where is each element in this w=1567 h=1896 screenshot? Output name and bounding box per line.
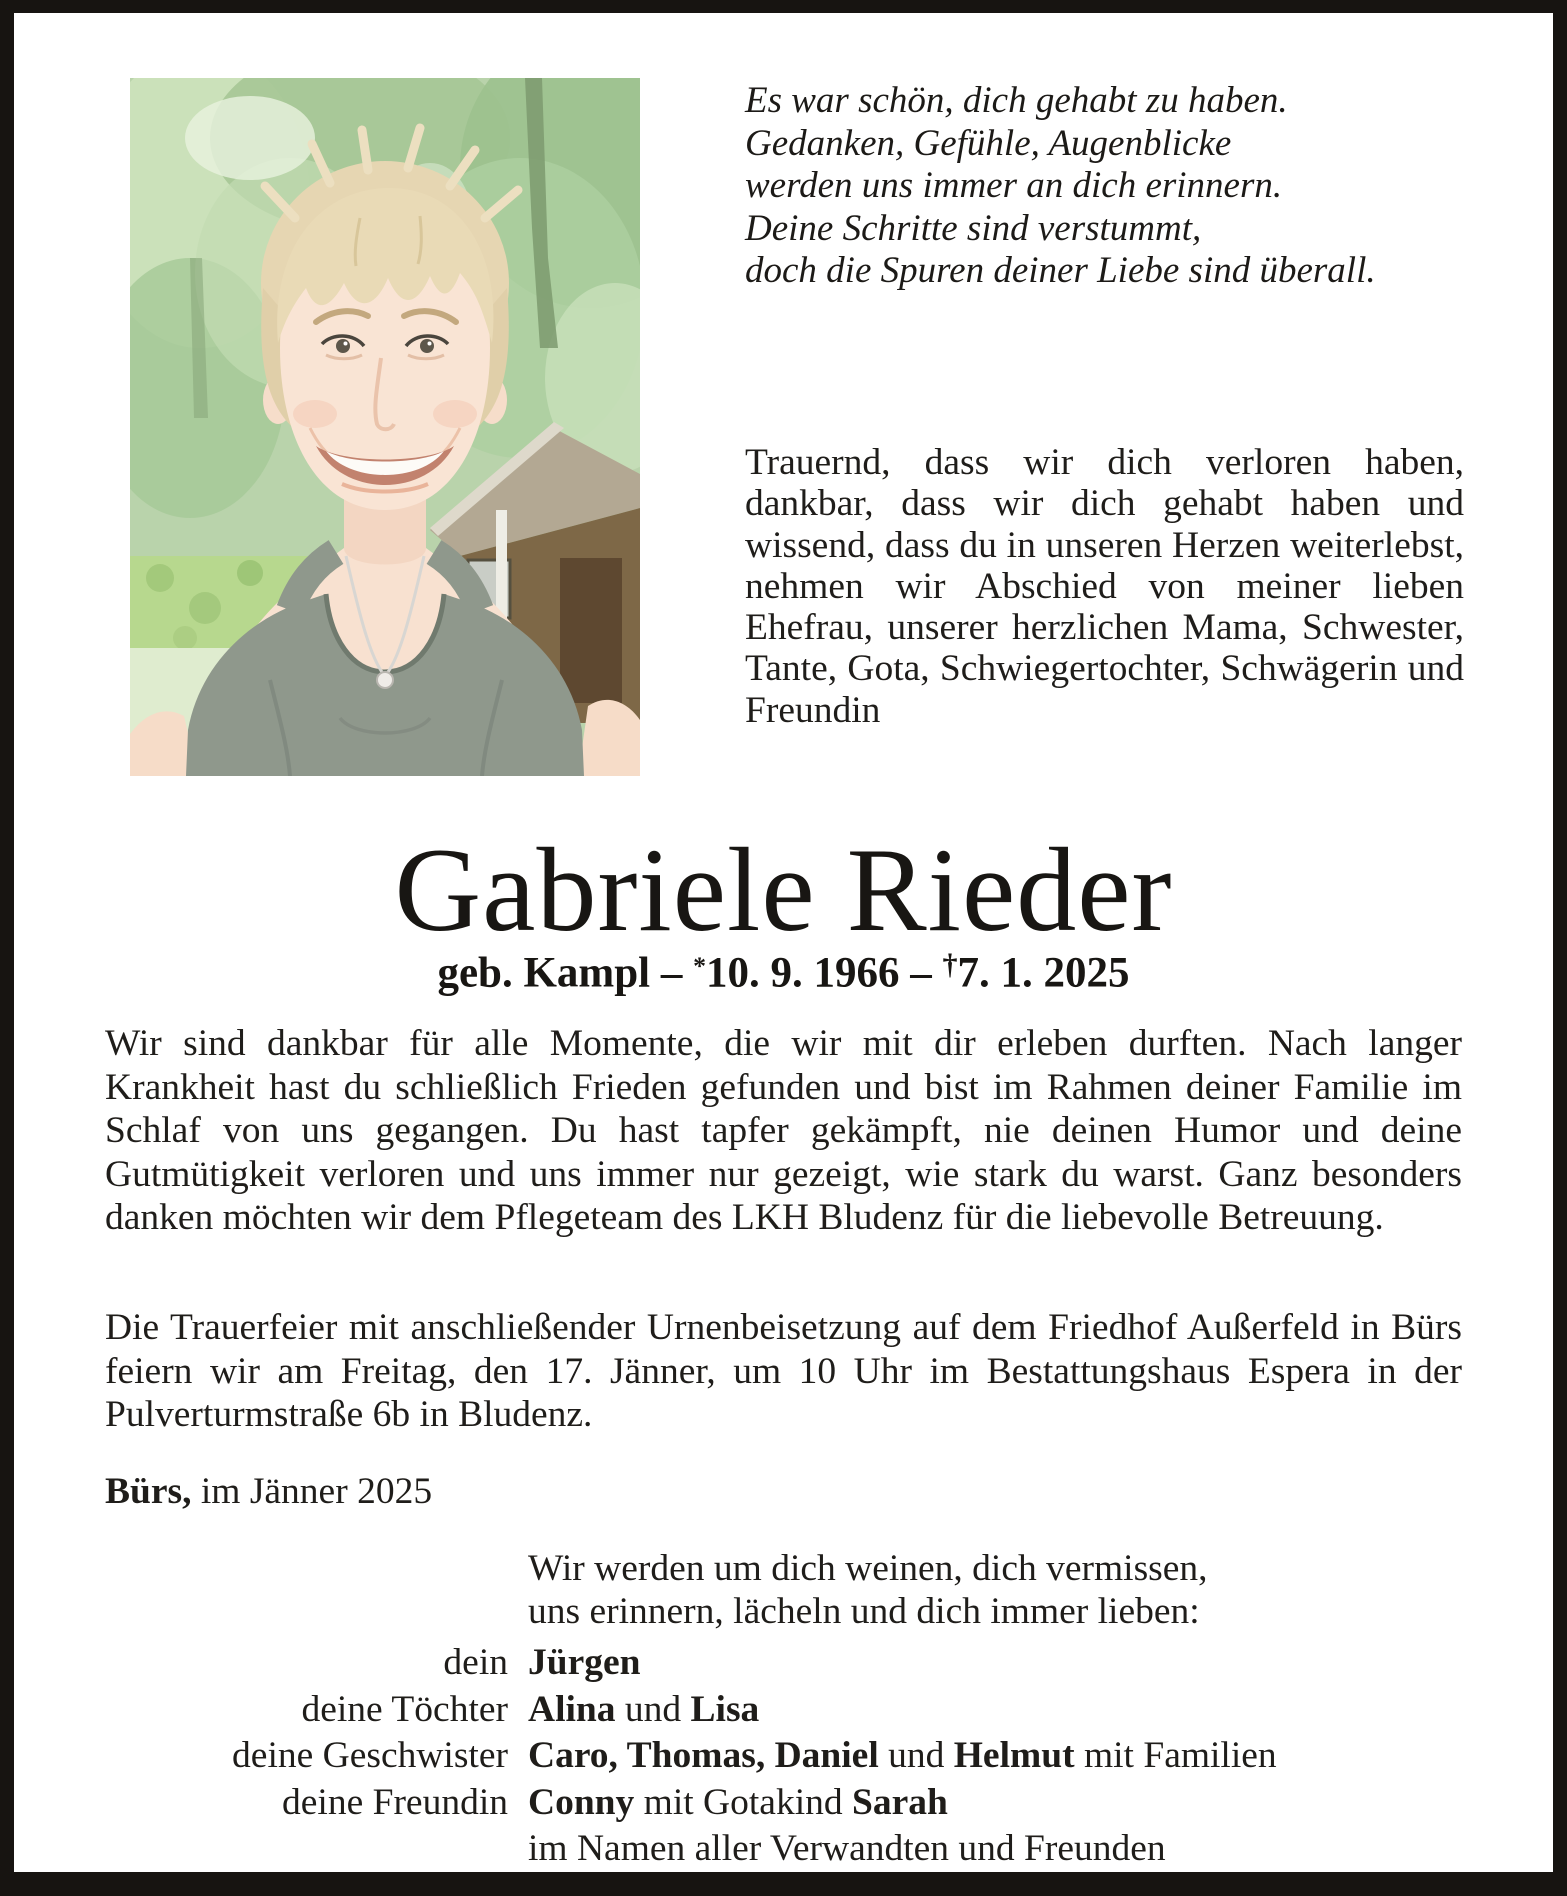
birth-death-line <box>105 948 1462 997</box>
signature-label: deine Töchter <box>301 1688 508 1730</box>
poem-line: Es war schön, dich gehabt zu haben. <box>745 80 1288 121</box>
birth-name: geb. Kampl – <box>437 949 694 997</box>
date-text: im Jänner 2025 <box>191 1471 433 1512</box>
memorial-poem <box>745 80 1435 293</box>
poem-line: Gedanken, Gefühle, Augenblicke <box>745 122 1232 164</box>
signature-row <box>105 1826 1465 1873</box>
cheek <box>433 400 477 428</box>
dateline <box>105 1470 1462 1513</box>
signature-names: im Namen aller Verwandten und Freunden <box>528 1828 1166 1869</box>
tribute-paragraph: Trauernd, dass wir dich verloren haben, dankbar, dass wir dich gehabt haben und wissend, dass du in unseren Herzen weiterlebst, nehmen wir Abschied von meiner lieben Ehefrau, unserer herzlichen Mama, Schwester, Tante, Gota, Schwiegertochter, Schwägerin und Freundin <box>745 442 1464 731</box>
signature-row <box>105 1640 1465 1687</box>
portrait-photo <box>130 78 640 776</box>
birth-date: 10. 9. 1966 – <box>706 949 943 997</box>
deceased-name: Gabriele Rieder <box>394 823 1173 956</box>
signature-names: Conny mit Gotakind Sarah <box>528 1781 948 1823</box>
arm <box>578 700 640 776</box>
death-cross-symbol: † <box>942 947 958 981</box>
necklace-pendant <box>377 672 393 688</box>
signature-names: Alina und Lisa <box>528 1688 760 1730</box>
closing-line: Wir werden um dich weinen, dich vermissen, <box>528 1548 1208 1589</box>
signature-names: Caro, Thomas, Daniel und Helmut mit Familien <box>528 1735 1277 1776</box>
closing-line: uns erinnern, lächeln und dich immer lieben: <box>528 1590 1200 1632</box>
shed-door <box>560 558 622 703</box>
poem-line: Deine Schritte sind verstummt, <box>745 207 1202 249</box>
cheek <box>293 400 337 428</box>
signature-names: Jürgen <box>528 1642 641 1683</box>
funeral-details-paragraph: Die Trauerfeier mit anschließender Urnenbeisetzung auf dem Friedhof Außerfeld in Bürs feiern wir am Freitag, den 17. Jänner, um 10 Uhr im Bestattungshaus Espera in der Pulverturmstraße 6b in Bludenz. <box>105 1307 1462 1436</box>
birth-star-symbol: * <box>693 950 706 980</box>
signature-label: dein <box>443 1642 508 1683</box>
place: Bürs, <box>105 1471 192 1512</box>
signature-row <box>105 1780 1465 1827</box>
signature-label <box>105 1826 528 1873</box>
death-date: 7. 1. 2025 <box>957 949 1130 997</box>
signature-block <box>105 1640 1465 1873</box>
obituary-paragraph: Wir sind dankbar für alle Momente, die wir mit dir erleben durften. Nach langer Krankheit hast du schließlich Frieden gefunden und bist im Rahmen deiner Familie im Schlaf von uns gegangen. Du hast tapfer gekämpft, nie deinen Humor und deine Gutmütigkeit verloren und uns immer nur gezeigt, wie stark du warst. Ganz besonders danken möchten wir dem Pflegeteam des LKH Bludenz für die liebevolle Betreuung. <box>105 1023 1462 1239</box>
poem-line: werden uns immer an dich erinnern. <box>745 165 1283 207</box>
signature-label: deine Geschwister <box>232 1735 508 1776</box>
poem-line: doch die Spuren deiner Liebe sind überall. <box>745 250 1376 292</box>
signature-label: deine Freundin <box>282 1781 508 1823</box>
signature-row <box>105 1687 1465 1734</box>
signature-row <box>105 1733 1465 1780</box>
closing-message <box>528 1548 1462 1634</box>
